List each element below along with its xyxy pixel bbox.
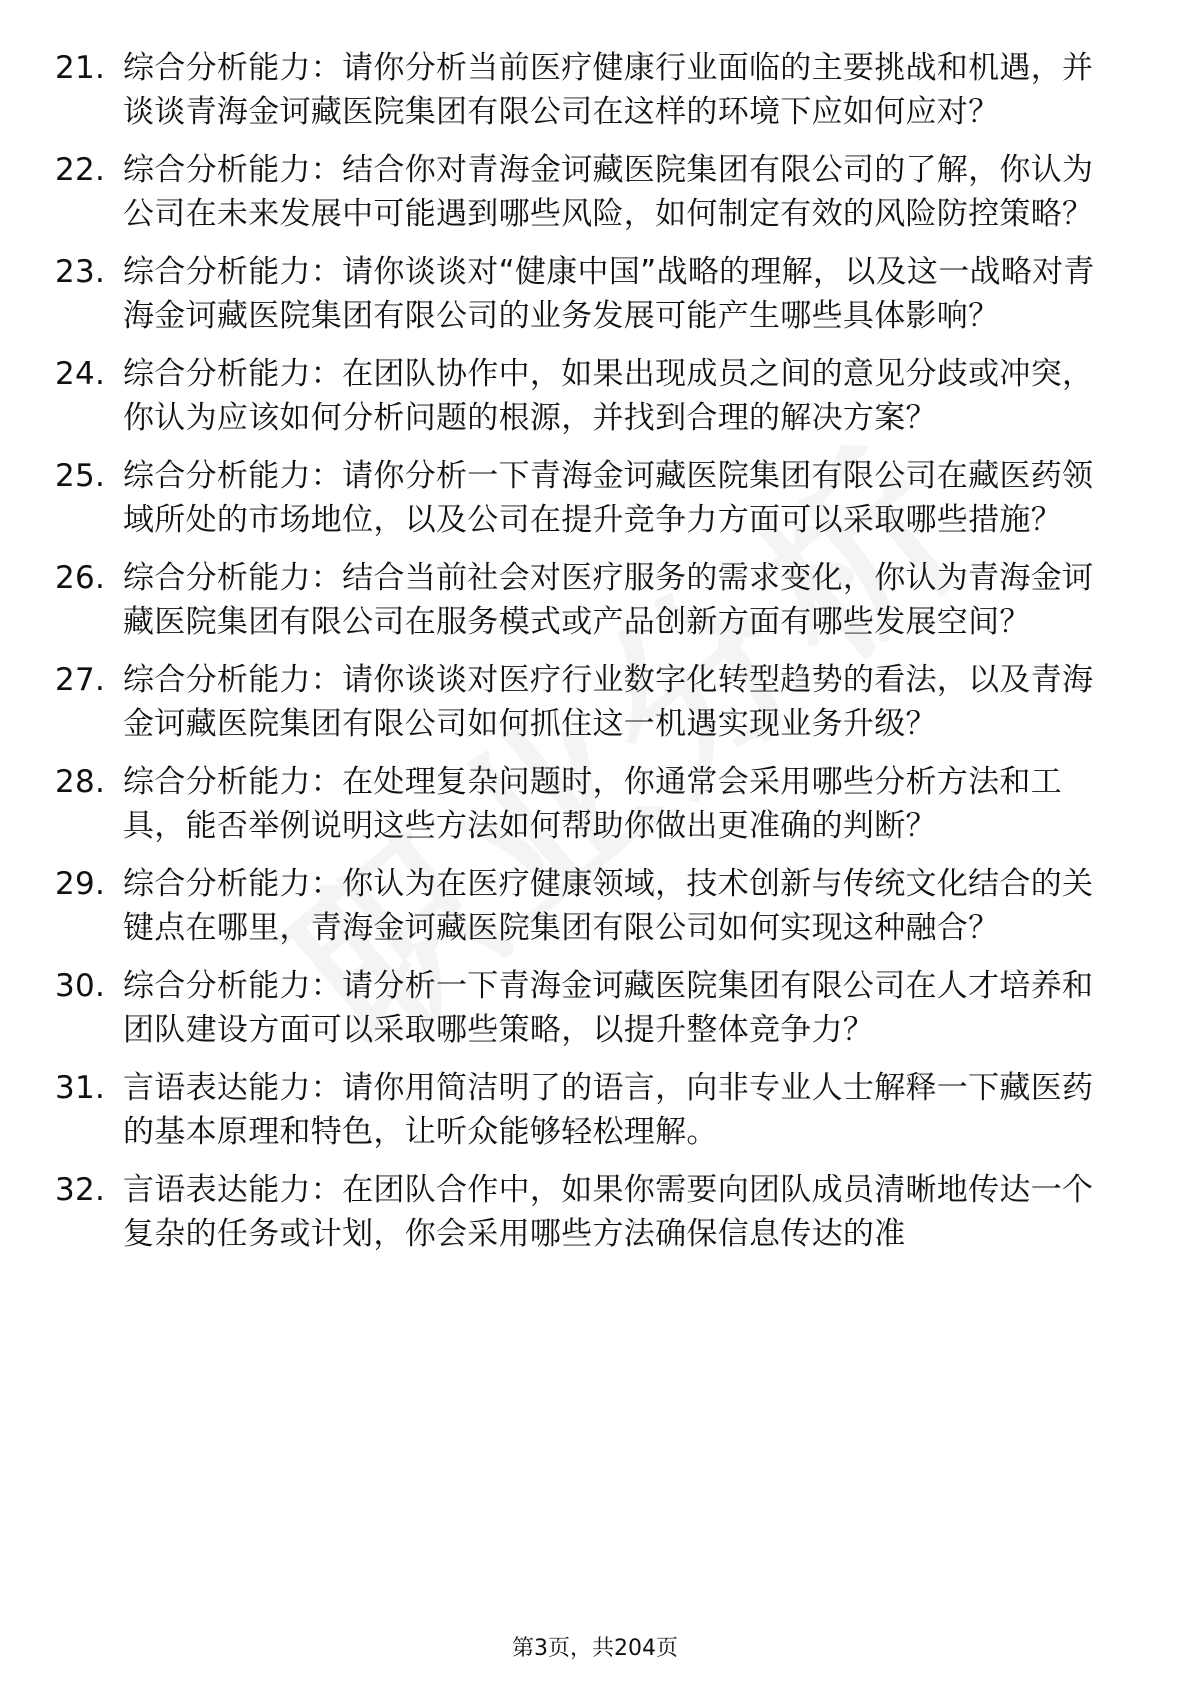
question-text: 综合分析能力：请分析一下青海金诃藏医院集团有限公司在人才培养和团队建设方面可以采取哪些策略，以提升整体竞争力？ xyxy=(123,968,1094,1048)
question-number: 25. xyxy=(55,458,106,494)
question-text: 综合分析能力：结合你对青海金诃藏医院集团有限公司的了解，你认为公司在未来发展中可能遇到哪些风险，如何制定有效的风险防控策略？ xyxy=(123,152,1094,232)
question-text: 言语表达能力：请你用简洁明了的语言，向非专业人士解释一下藏医药的基本原理和特色，让听众能够轻松理解。 xyxy=(123,1070,1094,1150)
question-number: 23. xyxy=(55,254,106,290)
question-number: 32. xyxy=(55,1172,106,1208)
question-number: 24. xyxy=(55,356,106,392)
question-number: 28. xyxy=(55,764,106,800)
question-item xyxy=(0,148,1190,236)
question-item xyxy=(0,556,1190,644)
question-item xyxy=(0,964,1190,1052)
question-text: 综合分析能力：在团队协作中，如果出现成员之间的意见分歧或冲突，你认为应该如何分析问题的根源，并找到合理的解决方案？ xyxy=(123,356,1094,436)
question-text: 综合分析能力：你认为在医疗健康领域，技术创新与传统文化结合的关键点在哪里，青海金诃藏医院集团有限公司如何实现这种融合？ xyxy=(123,866,1094,946)
question-item xyxy=(0,1168,1190,1256)
question-number: 27. xyxy=(55,662,106,698)
question-item xyxy=(0,352,1190,440)
question-text: 综合分析能力：请你谈谈对“健康中国”战略的理解，以及这一战略对青海金诃藏医院集团有限公司的业务发展可能产生哪些具体影响？ xyxy=(123,254,1095,334)
page-footer: 第3页，共204页 xyxy=(512,1636,678,1661)
question-item xyxy=(0,454,1190,542)
question-item xyxy=(0,862,1190,950)
question-number: 30. xyxy=(55,968,106,1004)
question-item xyxy=(0,46,1190,134)
question-text: 综合分析能力：请你分析当前医疗健康行业面临的主要挑战和机遇，并谈谈青海金诃藏医院集团有限公司在这样的环境下应如何应对？ xyxy=(123,50,1094,130)
question-text: 综合分析能力：在处理复杂问题时，你通常会采用哪些分析方法和工具，能否举例说明这些方法如何帮助你做出更准确的判断？ xyxy=(123,764,1062,844)
question-text: 综合分析能力：请你分析一下青海金诃藏医院集团有限公司在藏医药领域所处的市场地位，以及公司在提升竞争力方面可以采取哪些措施？ xyxy=(123,458,1094,538)
question-item xyxy=(0,250,1190,338)
question-number: 22. xyxy=(55,152,106,188)
question-number: 21. xyxy=(55,50,106,86)
question-text: 综合分析能力：结合当前社会对医疗服务的需求变化，你认为青海金诃藏医院集团有限公司在服务模式或产品创新方面有哪些发展空间？ xyxy=(123,560,1094,640)
question-number: 26. xyxy=(55,560,106,596)
question-item xyxy=(0,760,1190,848)
question-number: 31. xyxy=(55,1070,106,1106)
question-text: 言语表达能力：在团队合作中，如果你需要向团队成员清晰地传达一个复杂的任务或计划，你会采用哪些方法确保信息传达的准 xyxy=(123,1172,1094,1252)
question-item xyxy=(0,658,1190,746)
question-number: 29. xyxy=(55,866,106,902)
question-text: 综合分析能力：请你谈谈对医疗行业数字化转型趋势的看法，以及青海金诃藏医院集团有限公司如何抓住这一机遇实现业务升级？ xyxy=(123,662,1094,742)
question-item xyxy=(0,1066,1190,1154)
question-list xyxy=(0,46,1190,1270)
